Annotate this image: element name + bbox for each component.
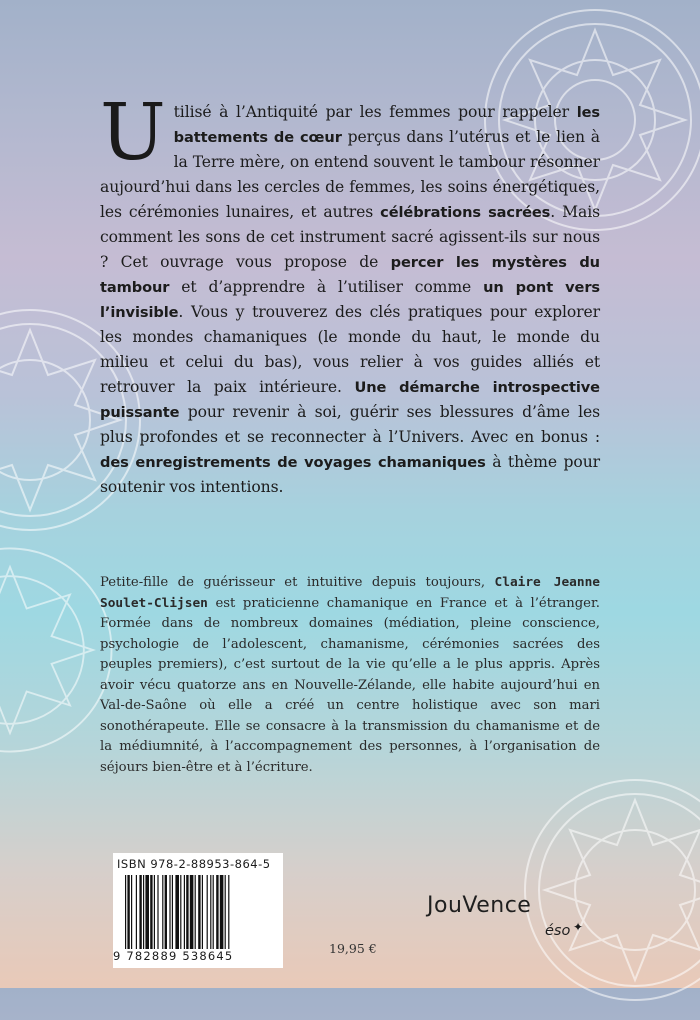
barcode-digits: 9 782889 538645 (113, 949, 234, 963)
author-bio (100, 573, 600, 778)
bio-text-run: est praticienne chamanique en France et à l’étranger. Formée dans de nombreux domaines (médiation, pleine conscience, psychologie de l’adolescent, chamanisme, cérémonies sacrées des peuples premiers), c’est surtout de la vie qu’elle a le plus appris. Après avoir vécu quatorze ans en Nouvelle-Zélande, elle habite aujourd’hui en Val-de-Saône où elle a créé un centre holistique avec son mari sonothérapeute. Elle se consacre à la transmission du chamanisme et de la médiumnité, à l’accompagnement des personnes, à l’organisation de séjours bien-être et à l’écriture. (100, 595, 600, 775)
bio-text-run: Petite-fille de guérisseur et intuitive depuis toujours, (100, 575, 495, 590)
publisher-name: JouVence (427, 893, 532, 918)
barcode-bars (125, 875, 271, 949)
blurb-text-run: . Vous y trouverez des clés pratiques pour explorer les mondes chamaniques (le monde du haut, le monde du milieu et celui du bas), vous relier à vos guides alliés et retrouver la paix intérieure. (100, 303, 600, 396)
blurb-text-run: à thème pour soutenir vos intentions. (100, 453, 600, 496)
blurb-bold-phrase: Une démarche introspective puissante (100, 379, 600, 421)
blurb-text-run: tilisé à l’Antiquité par les femmes pour rappeler (173, 103, 577, 121)
star-icon: ✦ (573, 920, 584, 934)
blurb-bold-phrase: des enregistrements de voyages chamaniques (100, 454, 486, 471)
bio-bold-phrase: Claire Jeanne Soulet-Clijsen (100, 575, 600, 611)
blurb-bold-phrase: percer les mystères du tambour (100, 254, 600, 296)
barcode-panel (113, 853, 283, 968)
blurb-text-run: perçus dans l’utérus et le lien à la Terre mère, on entend souvent le tambour résonner aujourd’hui dans les cercles de femmes, les soins énergétiques, les cérémonies lunaires, et autres (100, 128, 600, 221)
mandala-bottom-right-decoration (505, 760, 700, 1020)
bio-text (100, 575, 600, 775)
blurb-text (100, 88, 601, 496)
publisher-imprint: éso (545, 923, 571, 939)
blurb-bold-phrase: les battements de cœur (173, 104, 600, 146)
blurb-bold-phrase: célébrations sacrées (380, 204, 551, 221)
back-cover-blurb (100, 88, 601, 500)
blurb-text-run: pour revenir à soi, guérir ses blessures d’âme les plus profondes et se reconnecter à l’Univers. Avec en bonus : (100, 403, 600, 446)
price-label: 19,95 € (329, 941, 377, 956)
blurb-text-run: et d’apprendre à l’utiliser comme (169, 278, 484, 296)
blurb-bold-phrase: un pont vers l’invisible (100, 279, 601, 321)
dropcap-letter: U (100, 88, 166, 178)
blurb-text-run: . Mais comment les sons de cet instrument sacré agissent-ils sur nous ? Cet ouvrage vous propose de (100, 203, 600, 271)
publisher-logo (427, 893, 587, 953)
isbn-label: ISBN 978-2-88953-864-5 (117, 857, 271, 871)
